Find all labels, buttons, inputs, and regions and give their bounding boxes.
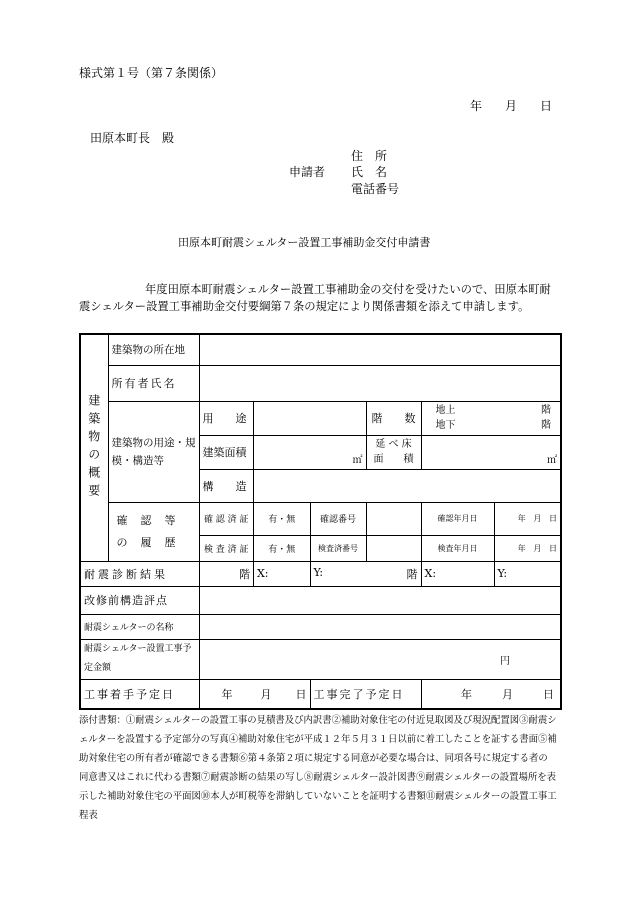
total-floor-label: 延 べ 床 面 積 (366, 435, 421, 469)
yen-unit: 円 (500, 655, 510, 667)
confirm-no-label: 確認番号 (310, 502, 366, 535)
owner-field[interactable] (199, 365, 561, 401)
end-date-label: 工事完了予定日 (310, 679, 421, 709)
use-structure-label: 建築物の用途・規模・構造等 (108, 401, 199, 502)
prior-eval-field[interactable] (199, 586, 561, 614)
history-label: 確 認 等 の 履 歴 (108, 502, 199, 561)
start-date-label: 工事着手予定日 (80, 679, 199, 709)
owner-label: 所有者氏名 (108, 365, 199, 401)
diagnosis-label: 耐震診断結果 (80, 561, 199, 586)
floors-label: 階 数 (366, 401, 421, 435)
body-text: 年度田原本町耐震シェルター設置工事補助金の交付を受けたいので、田原本町耐震シェルター設置工事補助金交付要綱第７条の規定により関係書類を添えて申請します。 (79, 283, 551, 313)
date-month-label: 月 (505, 99, 518, 113)
diagnosis-x-1[interactable]: X: (253, 561, 310, 586)
diagnosis-y-2[interactable]: Y: (494, 561, 561, 586)
confirm-date-label: 確認年月日 (421, 502, 494, 535)
application-table (79, 333, 562, 710)
confirm-yes-no[interactable]: 有・無 (253, 502, 310, 535)
use-label: 用 途 (199, 401, 253, 435)
total-floor-field[interactable] (421, 435, 561, 469)
inspect-cert-label: 検 査 済 証 (199, 535, 253, 561)
diagnosis-floor-1[interactable]: 階 (199, 561, 253, 586)
address-label: 住 所 (351, 149, 388, 163)
form-number: 様式第１号（第７条関係） (79, 66, 224, 80)
structure-label: 構 造 (199, 469, 253, 502)
building-overview-label: 建築物の概要 (80, 334, 108, 561)
use-field[interactable] (253, 401, 366, 435)
prior-eval-label: 改修前構造評点 (80, 586, 199, 614)
shelter-name-field[interactable] (199, 614, 561, 639)
diagnosis-x-2[interactable]: X: (421, 561, 494, 586)
document-title: 田原本町耐震シェルター設置工事補助金交付申請書 (178, 236, 431, 249)
total-floor-unit: ㎡ (547, 454, 557, 466)
addressee: 田原本町長 殿 (90, 131, 175, 145)
floors-field[interactable] (421, 401, 561, 435)
inspect-date-field[interactable]: 年 月 日 (494, 535, 561, 561)
above-floor-unit: 階 (541, 405, 551, 416)
structure-field[interactable] (253, 469, 561, 502)
date-day-label: 日 (540, 99, 553, 113)
attachments-note: 添付書類：①耐震シェルターの設置工事の見積書及び内訳書②補助対象住宅の付近見取図及び現況配置図③耐震シェルターを設置する予定部分の写真④補助対象住宅が平成１２年５月３１日以前に着工したことを証する書面⑤補助対象住宅の所有者が確認できる書類⑥第４条第２項に規定する同意が必要な場合は、同項各号に規定する者の同意書又はこれに代わる書類⑦耐震診断の結果の写し⑧耐震シェルター設計図書⑨耐震シェルターの設置場所を表示した補助対象住宅の平面図⑩本人が町税等を滞納していないことを証明する書類⑪耐震シェルターの設置工事工程表 (79, 715, 557, 821)
cost-field[interactable] (199, 639, 561, 679)
phone-label: 電話番号 (351, 182, 400, 196)
confirm-no-field[interactable] (366, 502, 421, 535)
below-ground-label: 地下 (435, 420, 456, 431)
end-date-field[interactable]: 年 月 日 (421, 679, 561, 709)
cost-label: 耐震シェルター設置工事予定金額 (80, 639, 199, 679)
diagnosis-y-1[interactable]: Y: 階 (310, 561, 421, 586)
area-label: 建築面積 (199, 435, 253, 469)
inspect-no-field[interactable] (366, 535, 421, 561)
area-field[interactable] (253, 435, 366, 469)
date-year-label: 年 (470, 99, 483, 113)
start-date-field[interactable]: 年 月 日 (199, 679, 310, 709)
above-ground-label: 地上 (435, 405, 456, 416)
confirm-cert-label: 確 認 済 証 (199, 502, 253, 535)
shelter-name-label: 耐震シェルターの名称 (80, 614, 199, 639)
name-label: 氏 名 (351, 165, 388, 179)
inspect-yes-no[interactable]: 有・無 (253, 535, 310, 561)
below-floor-unit: 階 (541, 420, 551, 431)
confirm-date-field[interactable]: 年 月 日 (494, 502, 561, 535)
location-field[interactable] (199, 334, 561, 365)
inspect-no-label: 検査済番号 (310, 535, 366, 561)
location-label: 建築物の所在地 (108, 334, 199, 365)
inspect-date-label: 検査年月日 (421, 535, 494, 561)
area-unit: ㎡ (352, 454, 363, 466)
applicant-label: 申請者 (289, 165, 326, 179)
